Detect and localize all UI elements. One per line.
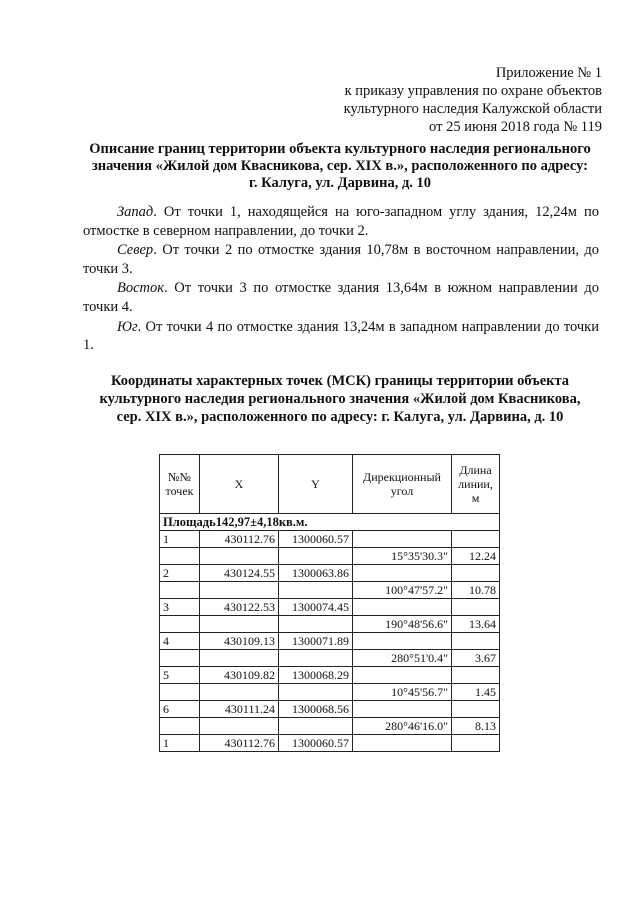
cell-line-length: 8.13	[452, 718, 500, 735]
table-row	[160, 548, 500, 565]
cell-direction-angle: 15°35'30.3"	[353, 548, 452, 565]
cell-line-length	[452, 633, 500, 650]
appendix-header	[344, 64, 602, 136]
cell-line-length: 3.67	[452, 650, 500, 667]
cell-y: 1300063.86	[279, 565, 353, 582]
cell-point: 1	[160, 531, 200, 548]
table-row	[160, 684, 500, 701]
cell-y	[279, 718, 353, 735]
header-len-line-2: линии,	[458, 477, 493, 491]
cell-line-length: 1.45	[452, 684, 500, 701]
direction-west: Запад	[117, 204, 154, 220]
direction-north: Север	[117, 242, 154, 259]
title2-line-3: сер. XIX в.», расположенного по адресу: г. Калуга, ул. Дарвина, д. 10	[116, 409, 564, 425]
header-len-line-3: м	[471, 491, 480, 505]
description-paragraph-east	[83, 279, 599, 316]
cell-direction-angle	[353, 633, 452, 650]
header-line-length	[452, 455, 500, 514]
cell-x: 430112.76	[200, 735, 279, 752]
direction-south: Юг	[117, 318, 138, 335]
cell-line-length	[452, 565, 500, 582]
boundary-description	[83, 203, 599, 356]
coordinates-title	[80, 372, 600, 426]
table-row	[160, 650, 500, 667]
area-row	[160, 514, 500, 531]
cell-y: 1300068.56	[279, 701, 353, 718]
table-header-row	[160, 455, 500, 514]
cell-point	[160, 616, 200, 633]
cell-point: 2	[160, 565, 200, 582]
cell-y	[279, 616, 353, 633]
appendix-line-3: культурного наследия Калужской области	[343, 101, 602, 117]
cell-y: 1300074.45	[279, 599, 353, 616]
cell-direction-angle: 280°46'16.0"	[353, 718, 452, 735]
table-row	[160, 582, 500, 599]
cell-point	[160, 718, 200, 735]
header-x: X	[200, 455, 279, 514]
cell-direction-angle	[353, 565, 452, 582]
table-row	[160, 735, 500, 752]
description-text-north: . От точки 2 по отмостке здания 10,78м в восточном направлении, до точки 3.	[83, 242, 599, 277]
appendix-line-1: Приложение № 1	[495, 65, 602, 81]
title2-line-1: Координаты характерных точек (МСК) границы территории объекта	[110, 373, 570, 389]
table-row	[160, 616, 500, 633]
cell-point	[160, 684, 200, 701]
table-row	[160, 718, 500, 735]
cell-direction-angle	[353, 735, 452, 752]
cell-point: 6	[160, 701, 200, 718]
table-row	[160, 531, 500, 548]
table-row	[160, 599, 500, 616]
cell-direction-angle: 10°45'56.7"	[353, 684, 452, 701]
cell-point	[160, 650, 200, 667]
cell-y: 1300068.29	[279, 667, 353, 684]
cell-line-length	[452, 735, 500, 752]
header-num-line-2: точек	[165, 484, 194, 498]
cell-direction-angle	[353, 701, 452, 718]
cell-x	[200, 650, 279, 667]
title2-line-2: культурного наследия регионального значения «Жилой дом Квасникова,	[99, 391, 581, 407]
cell-y: 1300060.57	[279, 735, 353, 752]
table-row	[160, 667, 500, 684]
title1-line-1: Описание границ территории объекта культурного наследия регионального	[89, 141, 591, 157]
cell-line-length	[452, 701, 500, 718]
cell-y	[279, 548, 353, 565]
table-row	[160, 565, 500, 582]
cell-x: 430109.13	[200, 633, 279, 650]
cell-direction-angle	[353, 599, 452, 616]
cell-x	[200, 582, 279, 599]
appendix-line-2: к приказу управления по охране объектов	[344, 83, 602, 99]
description-paragraph-south	[83, 318, 599, 355]
cell-direction-angle	[353, 667, 452, 684]
description-text-west: . От точки 1, находящейся на юго-западном углу здания, 12,24м по отмостке в северном направлении, до точки 2.	[83, 204, 599, 239]
title1-line-3: г. Калуга, ул. Дарвина, д. 10	[248, 175, 432, 191]
cell-line-length	[452, 531, 500, 548]
boundary-description-title	[80, 141, 600, 192]
cell-direction-angle	[353, 531, 452, 548]
cell-x	[200, 548, 279, 565]
cell-line-length: 13.64	[452, 616, 500, 633]
header-y: Y	[279, 455, 353, 514]
header-direction-angle	[353, 455, 452, 514]
cell-point	[160, 548, 200, 565]
cell-y	[279, 582, 353, 599]
description-text-east: . От точки 3 по отмостке здания 13,64м в южном направлении до точки 4.	[83, 280, 599, 315]
cell-x	[200, 718, 279, 735]
cell-x: 430122.53	[200, 599, 279, 616]
coordinates-table	[159, 454, 500, 752]
header-len-line-1: Длина	[459, 463, 492, 477]
header-dir-line-1: Дирекционный	[363, 470, 441, 484]
area-cell: Площадь142,97±4,18кв.м.	[160, 514, 500, 531]
header-point-number	[160, 455, 200, 514]
cell-y	[279, 684, 353, 701]
cell-point: 4	[160, 633, 200, 650]
cell-line-length	[452, 667, 500, 684]
cell-point: 1	[160, 735, 200, 752]
appendix-line-4: от 25 июня 2018 года № 119	[429, 119, 602, 135]
cell-x	[200, 684, 279, 701]
cell-point: 5	[160, 667, 200, 684]
cell-y: 1300071.89	[279, 633, 353, 650]
cell-line-length: 12.24	[452, 548, 500, 565]
cell-direction-angle: 100°47'57.2"	[353, 582, 452, 599]
header-dir-line-2: угол	[390, 484, 414, 498]
direction-east: Восток	[117, 280, 165, 297]
title1-line-2: значения «Жилой дом Квасникова, сер. XIX в.», расположенного по адресу:	[91, 158, 589, 174]
table-row	[160, 701, 500, 718]
header-num-line-1: №№	[168, 470, 191, 484]
cell-line-length	[452, 599, 500, 616]
cell-y: 1300060.57	[279, 531, 353, 548]
table-row	[160, 633, 500, 650]
cell-x	[200, 616, 279, 633]
cell-direction-angle: 280°51'0.4"	[353, 650, 452, 667]
description-paragraph-west	[83, 203, 599, 240]
description-paragraph-north	[83, 241, 599, 278]
cell-direction-angle: 190°48'56.6"	[353, 616, 452, 633]
cell-x: 430112.76	[200, 531, 279, 548]
description-text-south: . От точки 4 по отмостке здания 13,24м в западном направлении до точки 1.	[83, 318, 599, 354]
table-body	[160, 514, 500, 752]
cell-point: 3	[160, 599, 200, 616]
cell-x: 430109.82	[200, 667, 279, 684]
cell-x: 430111.24	[200, 701, 279, 718]
cell-line-length: 10.78	[452, 582, 500, 599]
cell-y	[279, 650, 353, 667]
cell-x: 430124.55	[200, 565, 279, 582]
cell-point	[160, 582, 200, 599]
